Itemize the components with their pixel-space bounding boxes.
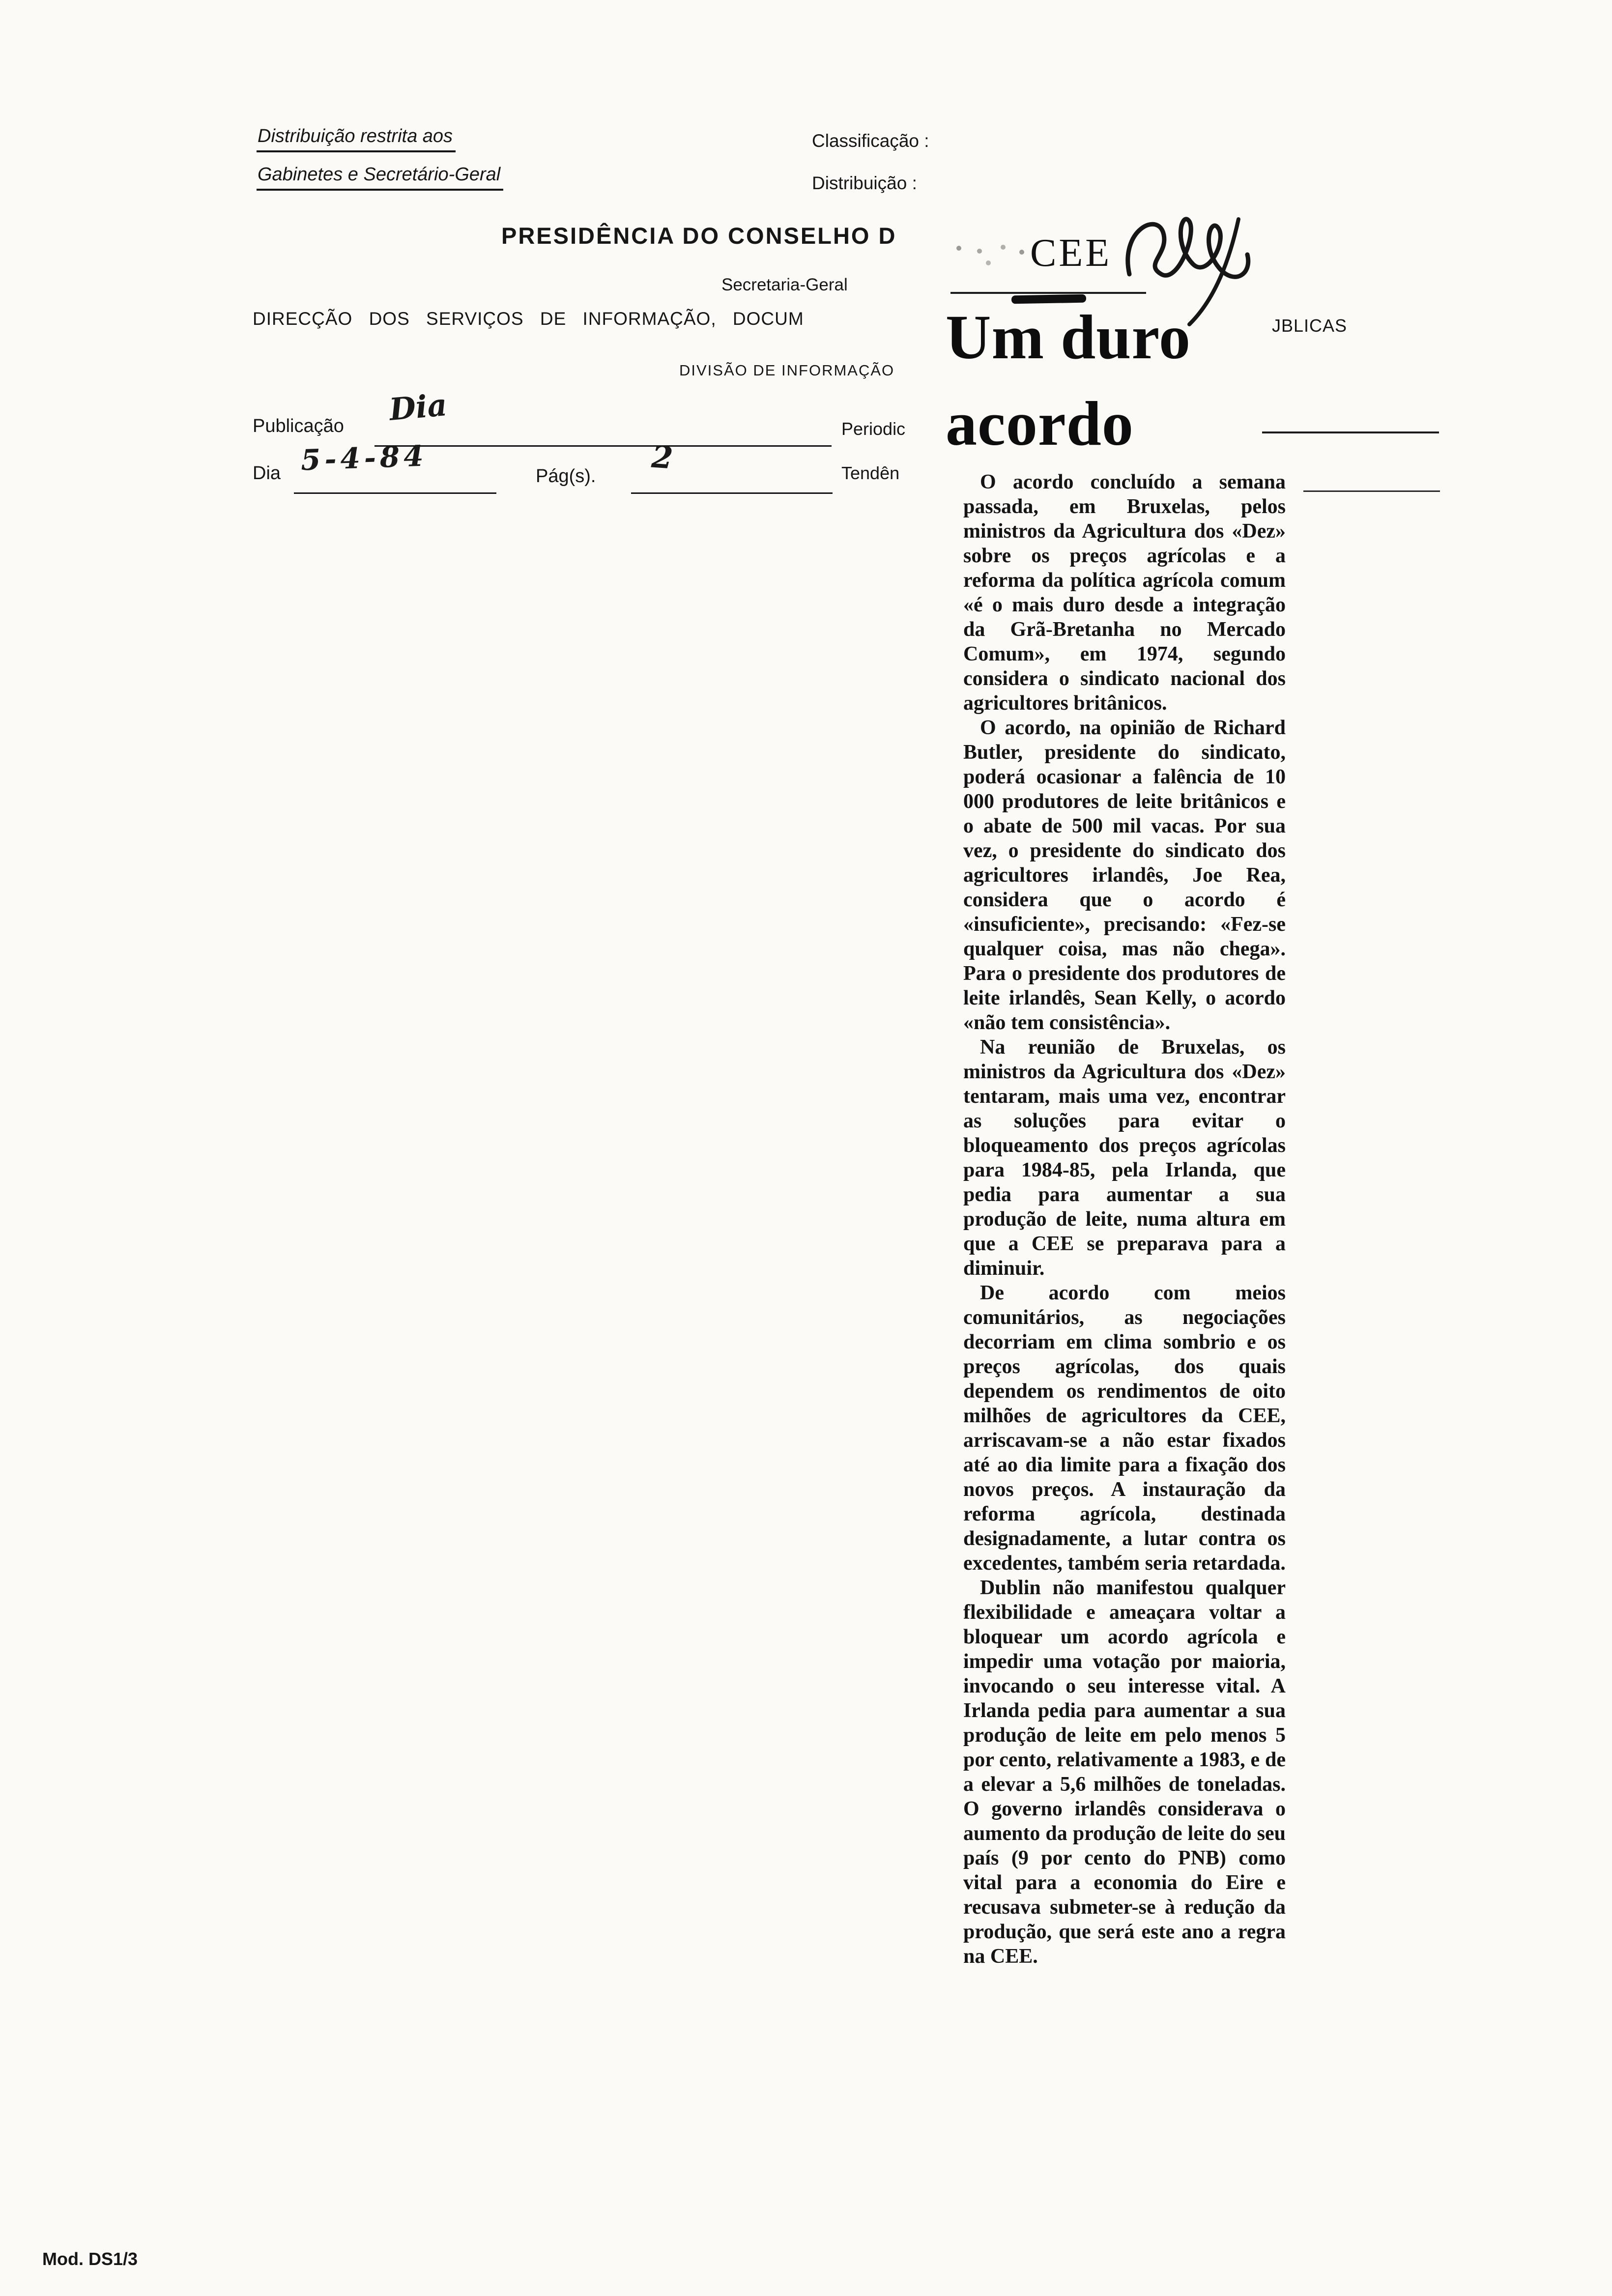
dia-handwritten-value: 5-4-84 <box>300 439 428 477</box>
headline-line-1: Um duro <box>946 302 1191 372</box>
form-rule-fragment-2 <box>1303 490 1440 492</box>
publicacao-label: Publicação <box>253 416 344 436</box>
article-paragraph: De acordo com meios comunitários, as negociações decorriam em clima sombrio e os preços agrícolas, dos quais dependem os rendimentos de oito milhões de agricultores da CEE, arriscavam-se a não estar fixados até ao dia limite para a fixação dos novos preços. A instauração da reforma agrícola, destinada designadamente, a lutar contra os excedentes, também seria retardada. <box>963 1282 1286 1575</box>
article-paragraph: Dublin não manifestou qualquer flexibilidade e ameaçara voltar a bloquear um acordo agrícola e impedir uma votação por maioria, invocando o seu interesse vital. A Irlanda pedia para aumentar a sua produção de leite em pelo menos 5 por cento, relativamente a 1983, e de a elevar a 5,6 milhões de toneladas. O governo irlandês considerava o aumento da produção de leite do seu país (9 por cento do PNB) como vital para a economia do Eire e recusava submeter-se à redução da produção, que será este ano a regra na CEE. <box>963 1577 1286 1968</box>
org-title: PRESIDÊNCIA DO CONSELHO D <box>501 223 897 249</box>
classification-label: Classificação : <box>812 131 929 151</box>
dia-label: Dia <box>253 463 281 484</box>
article-paragraph: O acordo, na opinião de Richard Butler, presidente do sindicato, poderá ocasionar a falência de 10 000 produtores de leite britânicos e o abate de 500 mil vacas. Por sua vez, o presidente do sindicato dos agricultores irlandês, Joe Rea, considera que o acordo é «insuficiente», precisando: «Fez-se qualquer coisa, mas não chega». Para o presidente dos produtores de leite irlandês, Sean Kelly, o acordo «não tem consistência». <box>963 717 1286 1034</box>
distribution-label: Distribuição : <box>812 173 917 193</box>
clipping-article-body <box>963 470 1286 1969</box>
division-line: DIVISÃO DE INFORMAÇÃO <box>679 362 895 379</box>
periodicidade-label: Periodic <box>841 419 906 439</box>
clipping-headline <box>946 294 1417 467</box>
publicacao-field-line <box>374 445 832 447</box>
ink-smudge <box>956 246 961 251</box>
department-line-right-fragment: JBLICAS <box>1272 316 1348 336</box>
restricted-line-2: Gabinetes e Secretário-Geral <box>257 165 503 191</box>
pags-handwritten-value: 2 <box>650 438 674 476</box>
article-paragraph: O acordo concluído a semana passada, em Bruxelas, pelos ministros da Agricultura dos «Dez» sobre os preços agrícolas e a reforma da política agrícola comum «é o mais duro desde a integração da Grã-Bretanha no Mercado Comum», em 1974, segundo considera o sindicato nacional dos agricultores britânicos. <box>963 471 1286 715</box>
article-paragraph: Na reunião de Bruxelas, os ministros da Agricultura dos «Dez» tentaram, mais uma vez, encontrar as soluções para evitar o bloqueamento dos preços agrícolas para 1984-85, pela Irlanda, que pedia para aumentar a sua produção de leite, numa altura em que a CEE se preparava para a diminuir. <box>963 1036 1286 1280</box>
pags-field-line <box>631 492 833 494</box>
clipping-kicker: CEE <box>1030 231 1112 275</box>
pags-label: Pág(s). <box>536 466 596 487</box>
form-model-label: Mod. DS1/3 <box>42 2249 138 2269</box>
form-rule-fragment-1 <box>1262 431 1439 433</box>
restricted-distribution-note <box>257 127 503 191</box>
publicacao-handwritten-value: Dia <box>388 387 449 428</box>
restricted-line-1: Distribuição restrita aos <box>257 127 456 152</box>
tendencia-label: Tendên <box>841 463 900 483</box>
org-subtitle: Secretaria-Geral <box>721 275 848 294</box>
department-line-left: DIRECÇÃO DOS SERVIÇOS DE INFORMAÇÃO, DOCUM <box>253 309 804 329</box>
dia-field-line <box>294 492 496 494</box>
headline-line-2: acordo <box>946 389 1134 459</box>
